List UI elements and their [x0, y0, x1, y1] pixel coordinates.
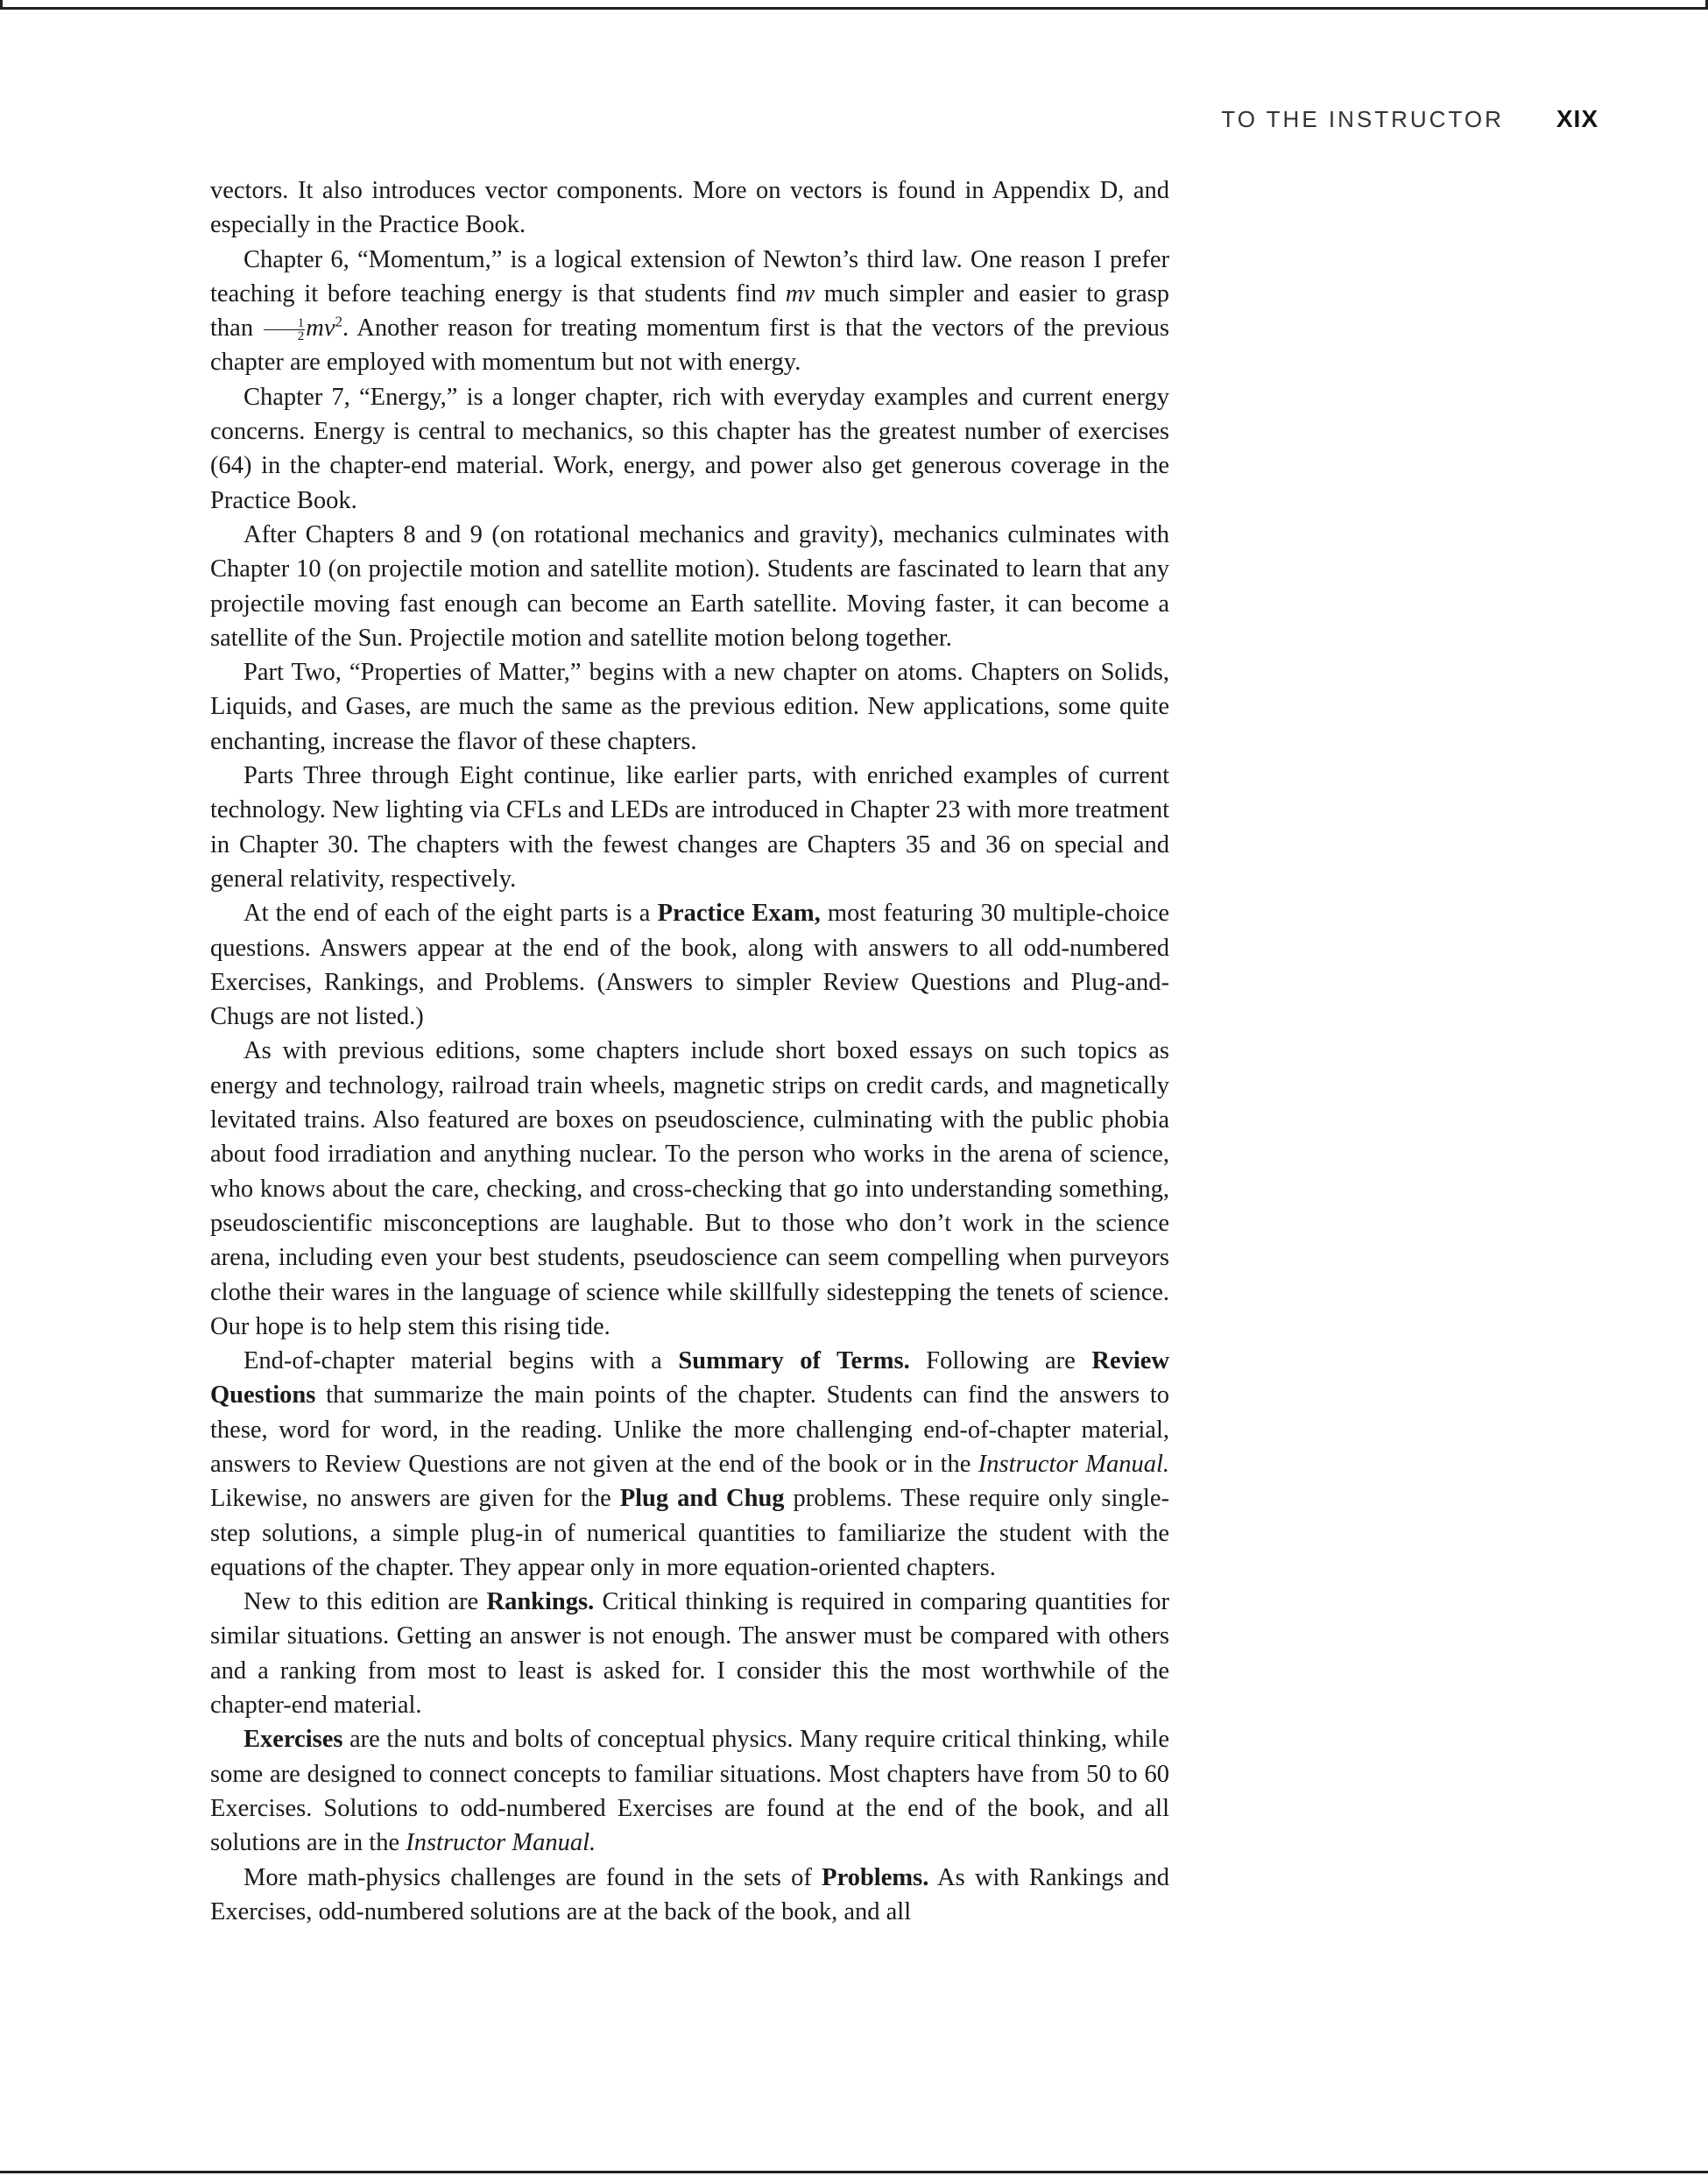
paragraph [210, 380, 1169, 518]
bold-term: Review Questions [210, 1347, 1169, 1409]
text-run: . Another reason for treating momentum first is that the vectors of the previous chapter are employed with momentum but not with energy. [210, 314, 1170, 377]
bold-term: Exercises [243, 1726, 343, 1754]
bold-term: Problems. [822, 1863, 929, 1891]
text-run: Chapter 6, “Momentum,” is a logical extension of Newton’s third law. One reason I prefer teaching it before teaching energy is that students find [210, 245, 1169, 307]
text-run: As with previous editions, some chapters include short boxed essays on such topics as energy and technology, railroad train wheels, magnetic strips on credit cards, and magnetically levitated trains. Also featured are boxes on pseudoscience, culminating with the public phobia about food irradiation and anything nuclear. To the person who works in the arena of science, who knows about the care, checking, and cross-checking that go into understanding something, pseudoscientific misconceptions are laughable. But to those who don’t work in the science arena, including even your best students, pseudoscience can seem compelling when purveyors clothe their wares in the language of science while skillfully sidestepping the tenets of science. Our hope is to help stem this rising tide. [210, 1037, 1169, 1340]
top-border-rule [0, 7, 1708, 10]
text-run: problems. These require only single-step solutions, a simple plug-in of numerical quantities to familiarize the student with the equations of the chapter. They appear only in more equation-oriented chapters. [210, 1485, 1169, 1581]
text-run: Chapter 7, “Energy,” is a longer chapter, rich with everyday examples and current energy concerns. Energy is central to mechanics, so this chapter has the greatest number of exercises (64) in the chapter-end material. Work, energy, and power also get generous coverage in the Practice Book. [210, 383, 1169, 514]
text-run: Parts Three through Eight continue, like earlier parts, with enriched examples of current technology. New lighting via CFLs and LEDs are introduced in Chapter 23 with more treatment in Chapter 30. The chapters with the fewest changes are Chapters 35 and 36 on special and general relativity, respectively. [210, 762, 1169, 893]
paragraph [210, 518, 1169, 655]
paragraph [210, 1585, 1169, 1722]
text-run: Critical thinking is required in comparing quantities for similar situations. Getting an answer is not enough. The answer must be compared with others and a ranking from most to least is asked for. I consider this the most worthwhile of the chapter-end material. [210, 1588, 1169, 1720]
paragraph [210, 243, 1169, 380]
text-run: At the end of each of the eight parts is a [243, 900, 658, 928]
italic-text: mv [306, 314, 335, 343]
running-head [1221, 105, 1599, 133]
bottom-border-rule [0, 2171, 1708, 2173]
text-run: As with Rankings and Exercises, odd-numbered solutions are at the back of the book, and all [210, 1863, 1169, 1925]
text-run: most featuring 30 multiple-choice questions. Answers appear at the end of the book, along with answers to all odd-numbered Exercises, Rankings, and Problems. (Answers to simpler Review Questions and Plug-and-Chugs are not listed.) [210, 900, 1169, 1031]
paragraph [210, 1344, 1169, 1585]
bold-term: Practice Exam, [657, 900, 821, 928]
text-run: Following are [909, 1347, 1092, 1375]
paragraph [210, 1861, 1169, 1930]
text-run: End-of-chapter material begins with a [243, 1347, 679, 1375]
text-run: are the nuts and bolts of conceptual physics. Many require critical thinking, while some are designed to connect concepts to familiar situations. Most chapters have from 50 to 60 Exercises. Solutions to odd-numbered Exercises are found at the end of the book, and all solutions are in the [210, 1726, 1169, 1857]
fraction: $\frac{1}{2}$ [264, 317, 306, 343]
text-run: Part Two, “Properties of Matter,” begins with a new chapter on atoms. Chapters on Solids, Liquids, and Gases, are much the same as the previous edition. New applications, some quite enchanting, increase the flavor of these chapters. [210, 659, 1169, 755]
bold-term: Plug and Chug [619, 1485, 785, 1513]
top-left-corner-mark [0, 0, 3, 10]
italic-text: Instructor Manual. [978, 1450, 1169, 1478]
body-text [210, 173, 1169, 1929]
paragraph [210, 1034, 1169, 1344]
running-head-title: TO THE INSTRUCTOR [1221, 106, 1504, 132]
paragraph [210, 655, 1169, 759]
page-number: XIX [1556, 105, 1599, 132]
italic-text: mv [785, 279, 815, 307]
text-run: New to this edition are [243, 1588, 487, 1616]
superscript: 2 [335, 313, 343, 330]
bold-term: Rankings. [486, 1588, 595, 1616]
paragraph [210, 173, 1169, 243]
text-run: Likewise, no answers are given for the [210, 1485, 620, 1513]
paragraph [210, 759, 1169, 896]
text-run: much simpler and easier to grasp than [210, 279, 1169, 343]
text-run: More math-physics challenges are found in the sets of [243, 1863, 822, 1891]
italic-text: Instructor Manual. [406, 1829, 596, 1857]
bold-term: Summary of Terms. [678, 1347, 910, 1375]
text-run: that summarize the main points of the chapter. Students can find the answers to these, word for word, in the reading. Unlike the more challenging end-of-chapter material, answers to Review Questions are not given at the end of the book or in the [210, 1381, 1169, 1478]
paragraph [210, 1722, 1169, 1860]
paragraph [210, 896, 1169, 1034]
text-run: vectors. It also introduces vector components. More on vectors is found in Appendix D, and especially in the Practice Book. [210, 177, 1169, 239]
text-run: After Chapters 8 and 9 (on rotational mechanics and gravity), mechanics culminates with Chapter 10 (on projectile motion and satellite motion). Students are fascinated to learn that any projectile moving fast enough can become an Earth satellite. Moving faster, it can become a satellite of the Sun. Projectile motion and satellite motion belong together. [210, 520, 1169, 652]
